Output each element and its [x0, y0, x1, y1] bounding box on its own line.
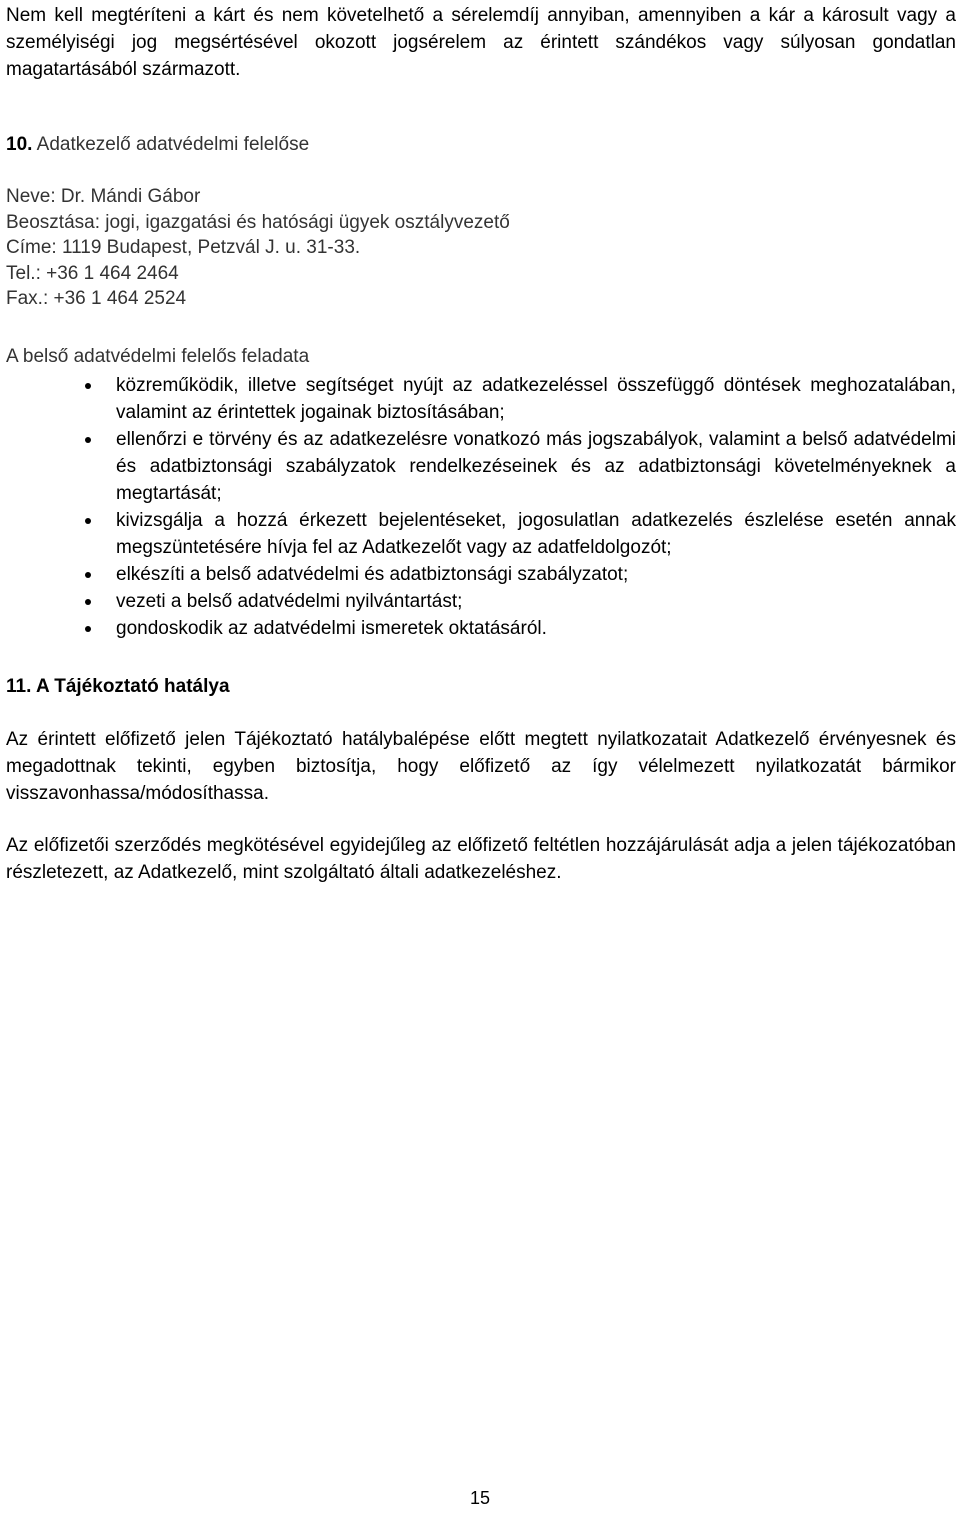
contact-fax: Fax.: +36 1 464 2524	[6, 288, 187, 310]
list-item	[6, 426, 956, 507]
bullet-icon	[85, 383, 91, 389]
list-item	[6, 372, 956, 426]
contact-name: Neve: Dr. Mándi Gábor	[6, 186, 201, 207]
list-item	[6, 507, 956, 561]
bullet-icon	[85, 599, 91, 605]
list-item-text: közreműködik, illetve segítséget nyújt az adatkezeléssel összefüggő döntések meghozatalában, valamint az érintettek jogainak biztosításában;	[116, 375, 956, 423]
contact-block	[6, 184, 510, 312]
list-item-text: vezeti a belső adatvédelmi nyilvántartást;	[116, 591, 463, 612]
bullet-icon	[85, 572, 91, 578]
page-number: 15	[469, 1488, 491, 1508]
list-item-text: ellenőrzi e törvény és az adatkezelésre vonatkozó más jogszabályok, valamint a belső adatvédelmi és adatbiztonsági szabályzatok rendelkezéseinek és az adatbiztonsági követelményeknek a megtartását;	[116, 429, 956, 504]
bullet-icon	[85, 518, 91, 524]
bullet-icon	[85, 626, 91, 632]
section-10-title: Adatkezelő adatvédelmi felelőse	[36, 134, 310, 155]
list-item-text: elkészíti a belső adatvédelmi és adatbiztonsági szabályzatot;	[116, 564, 629, 585]
section-10-heading	[6, 131, 309, 158]
section-11-paragraph-2: Az előfizetői szerződés megkötésével egyidejűleg az előfizető feltétlen hozzájárulását adja a jelen tájékozatóban részletezett, az Adatkezelő, mint szolgáltató általi adatkezeléshez.	[6, 835, 956, 883]
duties-title: A belső adatvédelmi felelős feladata	[6, 346, 310, 367]
section-11-paragraph-1: Az érintett előfizető jelen Tájékoztató hatálybalépése előtt megtett nyilatkozatait Adatkezelő érvényesnek és megadottnak tekinti, egyben biztosítja, hogy előfizető az így vélelmezett nyilatkozatát bármikor visszavonhassa/módosíthassa.	[6, 729, 956, 804]
contact-position: Beosztása: jogi, igazgatási és hatósági ügyek osztályvezető	[6, 211, 510, 233]
contact-phone: Tel.: +36 1 464 2464	[6, 262, 179, 284]
contact-address: Címe: 1119 Budapest, Petzvál J. u. 31-33.	[6, 237, 361, 259]
section-11-heading: 11. A Tájékoztató hatálya	[6, 676, 230, 697]
list-item	[6, 561, 956, 588]
section-10-number: 10.	[6, 134, 33, 155]
list-item-text: kivizsgálja a hozzá érkezett bejelentéseket, jogosulatlan adatkezelés észlelése esetén annak megszüntetésére hívja fel az Adatkezelőt vagy az adatfeldolgozót;	[116, 510, 956, 558]
intro-paragraph: Nem kell megtéríteni a kárt és nem követelhető a sérelemdíj annyiban, amennyiben a kár a károsult vagy a személyiségi jog megsértésével okozott jogsérelem az érintett szándékos vagy súlyosan gondatlan magatartásából származott.	[6, 5, 956, 80]
list-item-text: gondoskodik az adatvédelmi ismeretek oktatásáról.	[116, 618, 547, 639]
duties-list	[6, 372, 956, 642]
list-item	[6, 615, 956, 642]
list-item	[6, 588, 956, 615]
bullet-icon	[85, 437, 91, 443]
